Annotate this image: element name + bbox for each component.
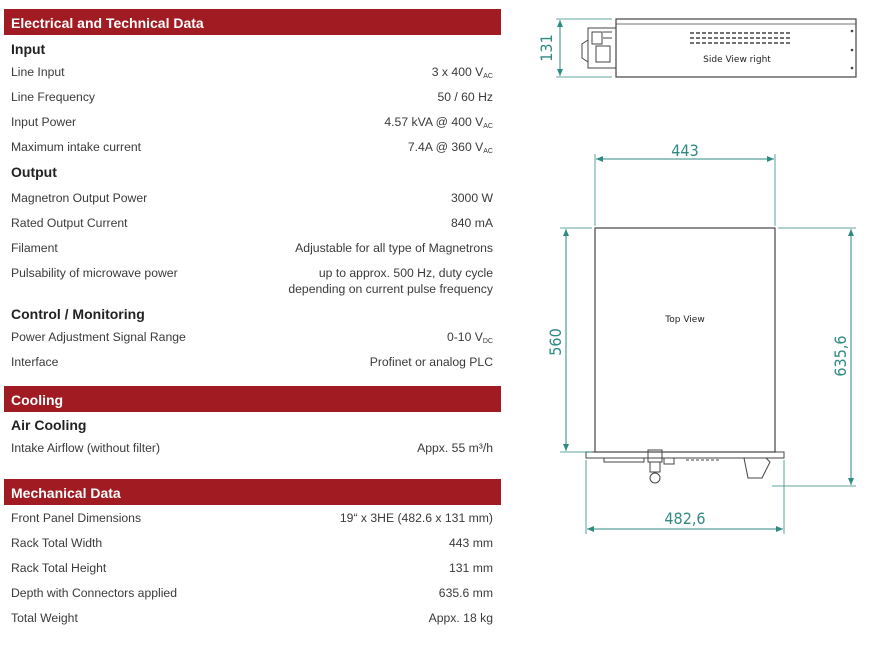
spec-label: Depth with Connectors applied — [11, 586, 177, 600]
spec-value: 7.4A @ 360 $V_{AC}$ — [407, 140, 493, 155]
spec-label: Maximum intake current — [11, 140, 142, 154]
spec-value: 50 / 60 Hz — [437, 90, 493, 104]
spec-label: Line Input — [11, 65, 65, 79]
spec-label: Rack Total Height — [11, 561, 107, 575]
spec-value: up to approx. 500 Hz, duty cycle depending on current pulse frequency — [288, 266, 493, 296]
subheading-output: Output — [11, 164, 57, 180]
subscript: AC — [483, 73, 493, 80]
spec-value: Appx. 18 kg — [428, 611, 493, 625]
spec-value: 0-10 $V_{DC}$ — [446, 330, 493, 345]
top-view — [546, 141, 856, 534]
spec-label: Magnetron Output Power — [11, 191, 148, 205]
spec-label: Input Power — [11, 115, 77, 129]
spec-label: Front Panel Dimensions — [11, 511, 142, 525]
front-panel — [586, 450, 784, 483]
spec-value: 3 x 400 $V_{AC}$ — [431, 65, 493, 80]
top-view-label: Top View — [665, 315, 705, 325]
spec-value: 635.6 mm — [438, 586, 493, 600]
spec-label: Rack Total Width — [11, 536, 103, 550]
side-view-label: Side View right — [703, 55, 771, 65]
section-header-mechanical: Mechanical Data — [4, 479, 501, 505]
side-view — [537, 19, 856, 77]
subscript: DC — [482, 338, 493, 345]
spec-label: Filament — [11, 241, 58, 255]
dim-depth-total-label: 635,6 — [831, 335, 850, 377]
spec-label: Interface — [11, 355, 59, 369]
spec-value: 131 mm — [448, 561, 493, 575]
front-connectors — [582, 28, 616, 68]
spec-value: Adjustable for all type of Magnetrons — [295, 241, 493, 255]
dim-depth-label: 560 — [546, 328, 565, 356]
spec-value: Appx. 55 m³/h — [417, 441, 493, 455]
subscript: AC — [483, 123, 493, 130]
dim-height-label: 131 — [537, 34, 556, 62]
spec-label: Line Frequency — [11, 90, 96, 104]
spec-label: Rated Output Current — [11, 216, 128, 230]
spec-label: Total Weight — [11, 611, 78, 625]
spec-value: Profinet or analog PLC — [369, 355, 493, 369]
side-view-body — [616, 19, 856, 77]
spec-label: Power Adjustment Signal Range — [11, 330, 186, 344]
dim-front-width-label: 482,6 — [664, 509, 706, 528]
subscript: AC — [483, 148, 493, 155]
dim-width-label: 443 — [671, 141, 699, 160]
spec-value: 19“ x 3HE (482.6 x 131 mm) — [339, 511, 493, 525]
spec-value: 443 mm — [448, 536, 493, 550]
top-view-body — [595, 228, 775, 452]
subheading-air-cooling: Air Cooling — [11, 417, 87, 433]
subheading-input: Input — [11, 41, 46, 57]
section-header-electrical: Electrical and Technical Data — [4, 9, 501, 35]
subheading-control: Control / Monitoring — [11, 306, 145, 322]
spec-label: Pulsability of microwave power — [11, 266, 178, 280]
section-header-cooling: Cooling — [4, 386, 501, 412]
spec-label: Intake Airflow (without filter) — [11, 441, 161, 455]
spec-value: 4.57 kVA @ 400 $V_{AC}$ — [384, 115, 493, 130]
spec-value: 840 mA — [450, 216, 493, 230]
spec-value: 3000 W — [450, 191, 493, 205]
